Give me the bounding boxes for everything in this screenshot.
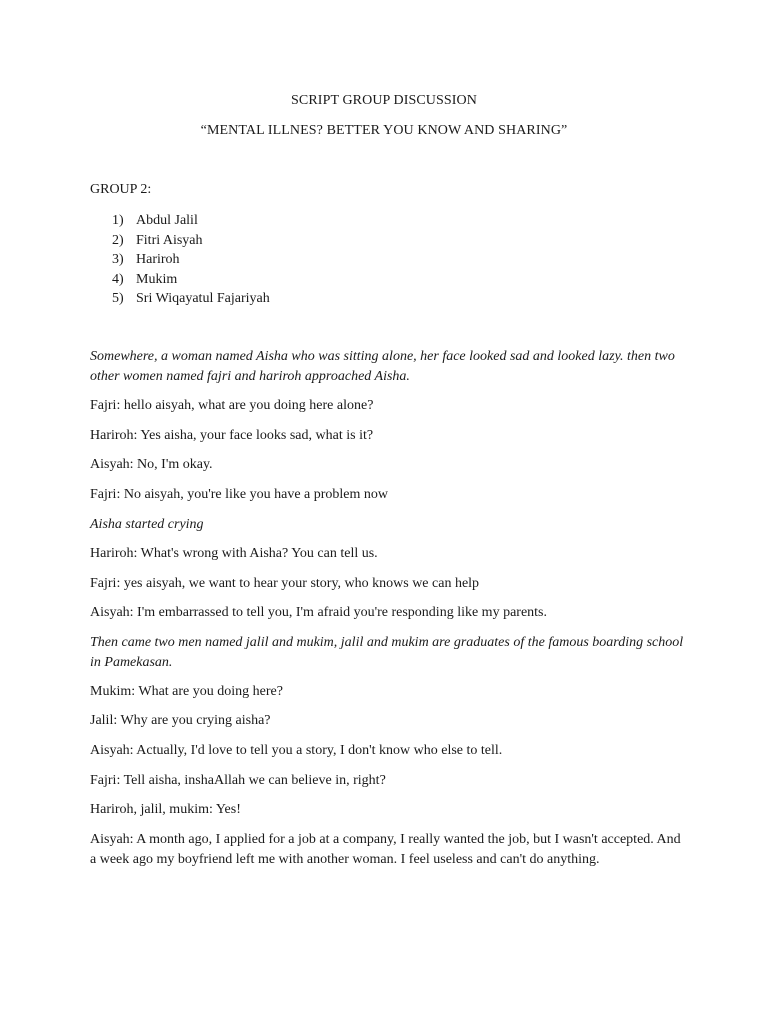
member-name: Fitri Aisyah bbox=[136, 232, 203, 248]
document-title: SCRIPT GROUP DISCUSSION bbox=[291, 93, 477, 108]
member-name: Sri Wiqayatul Fajariyah bbox=[136, 291, 270, 306]
member-item bbox=[112, 250, 270, 270]
dialogue-line: Hariroh: What's wrong with Aisha? You can tell us. bbox=[90, 546, 378, 561]
member-name: Mukim bbox=[136, 271, 178, 287]
document-subtitle: “MENTAL ILLNES? BETTER YOU KNOW AND SHARING” bbox=[200, 123, 568, 138]
group-label: GROUP 2: bbox=[90, 182, 152, 197]
member-number: 3) bbox=[112, 252, 124, 267]
member-number: 2) bbox=[112, 232, 124, 248]
dialogue-line: Aisyah: No, I'm okay. bbox=[90, 457, 213, 472]
member-item bbox=[112, 231, 270, 251]
dialogue-line: Fajri: hello aisyah, what are you doing here alone? bbox=[90, 398, 374, 413]
member-name: Hariroh bbox=[136, 252, 180, 267]
member-number: 4) bbox=[112, 271, 124, 287]
dialogue-line: Fajri: No aisyah, you're like you have a problem now bbox=[90, 487, 389, 502]
dialogue-line: Fajri: Tell aisha, inshaAllah we can believe in, right? bbox=[90, 773, 386, 788]
member-name: Abdul Jalil bbox=[136, 213, 198, 228]
narration-paragraph: Somewhere, a woman named Aisha who was sitting alone, her face looked sad and looked lazy. then two other women named fajri and hariroh approached Aisha. bbox=[90, 349, 675, 384]
dialogue-line: Fajri: yes aisyah, we want to hear your story, who knows we can help bbox=[90, 576, 480, 591]
dialogue-line: Aisyah: I'm embarrassed to tell you, I'm afraid you're responding like my parents. bbox=[90, 605, 548, 620]
dialogue-line: Jalil: Why are you crying aisha? bbox=[90, 713, 271, 728]
dialogue-line: Aisyah: Actually, I'd love to tell you a story, I don't know who else to tell. bbox=[90, 743, 503, 758]
member-number: 5) bbox=[112, 291, 124, 306]
dialogue-line: Aisyah: A month ago, I applied for a job at a company, I really wanted the job, but I wasn't accepted. And a week ago my boyfriend left me with another woman. I feel useless and can't do anything. bbox=[90, 832, 681, 867]
dialogue-line: Hariroh, jalil, mukim: Yes! bbox=[90, 802, 241, 817]
dialogue-line: Mukim: What are you doing here? bbox=[90, 684, 283, 699]
member-number: 1) bbox=[112, 213, 124, 228]
member-item bbox=[112, 289, 270, 309]
narration-paragraph: Then came two men named jalil and mukim, jalil and mukim are graduates of the famous boarding school in Pamekasan. bbox=[90, 635, 684, 670]
dialogue-line: Hariroh: Yes aisha, your face looks sad, what is it? bbox=[90, 428, 374, 443]
member-item bbox=[112, 211, 270, 231]
member-list bbox=[112, 211, 270, 309]
member-item bbox=[112, 270, 270, 290]
narration-paragraph: Aisha started crying bbox=[90, 517, 204, 532]
